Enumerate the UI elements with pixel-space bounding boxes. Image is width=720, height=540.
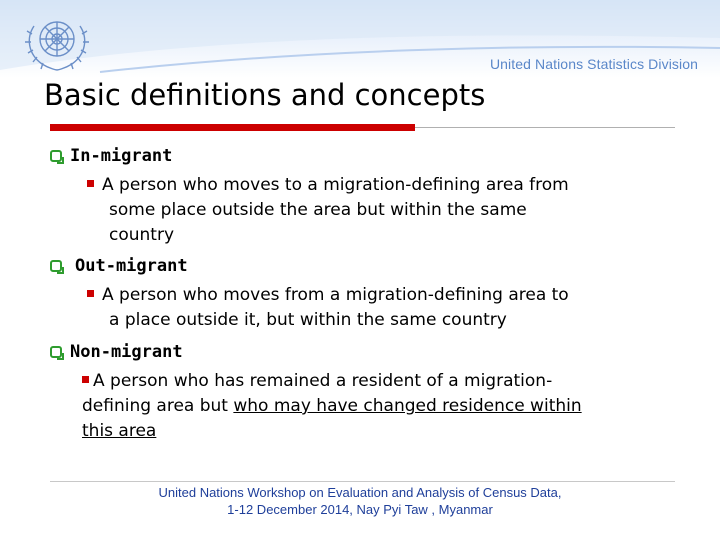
definition-line: A person who has remained a resident of a migration- [82,369,582,394]
square-bullet-icon [87,290,94,297]
definition-line: defining area but who may have changed residence within [82,396,582,416]
definition-line: A person who moves to a migration-defining area from [87,173,569,198]
definition-out-migrant [87,283,569,333]
checkbox-bullet-icon [50,150,62,162]
division-name: United Nations Statistics Division [489,56,698,72]
footer-line-2: 1-12 December 2014, Nay Pyi Taw , Myanmar [227,502,493,517]
title-accent-bar [50,124,415,131]
term-out-migrant [50,256,188,276]
footer-line-1: United Nations Workshop on Evaluation and Analysis of Census Data, [158,485,562,500]
footer-divider [50,481,675,482]
term-label: Out-migrant [75,256,188,276]
term-in-migrant [50,146,172,166]
un-emblem-icon [20,8,94,74]
title-divider [415,127,675,128]
definition-in-migrant [87,173,569,248]
checkbox-bullet-icon [50,260,62,272]
definition-line: A person who moves from a migration-defining area to [87,283,569,308]
square-bullet-icon [82,376,89,383]
term-label: In-migrant [70,146,173,166]
square-bullet-icon [87,180,94,187]
slide-title: Basic definitions and concepts [44,78,486,112]
definition-line: some place outside the area but within the same [109,200,527,220]
underlined-text: who may have changed residence within [233,396,582,416]
term-non-migrant [50,342,183,362]
checkbox-bullet-icon [50,346,62,358]
definition-line: country [109,225,175,245]
term-label: Non-migrant [70,342,183,362]
definition-line: a place outside it, but within the same country [109,310,507,330]
definition-line: this area [82,421,157,441]
definition-non-migrant [82,369,582,444]
